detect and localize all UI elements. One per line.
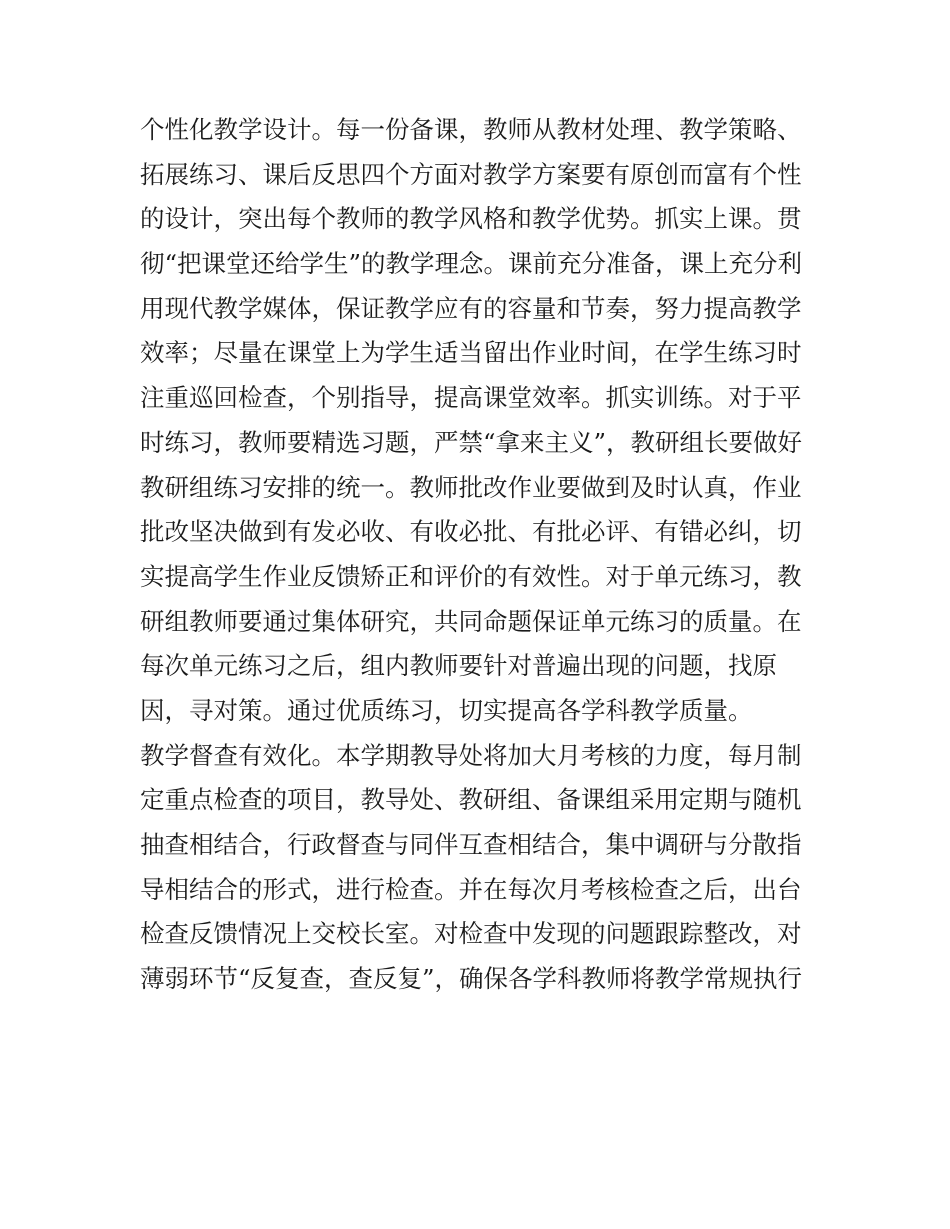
text-line: 抽查相结合，行政督查与同伴互查相结合，集中调研与分散指 <box>140 830 802 859</box>
text-line: 每次单元练习之后，组内教师要针对普遍出现的问题，找原 <box>140 651 777 681</box>
text-line: 研组教师要通过集体研究，共同命题保证单元练习的质量。在 <box>140 606 802 636</box>
text-line: 彻“把课堂还给学生”的教学理念。课前充分准备，课上充分利 <box>140 249 803 279</box>
text-line: 个性化教学设计。每一份备课，教师从教材处理、教学策略、 <box>140 115 802 144</box>
text-line: 用现代教学媒体，保证教学应有的容量和节奏，努力提高教学 <box>140 293 802 323</box>
text-line: 定重点检查的项目，教导处、教研组、备课组采用定期与随机 <box>140 785 802 815</box>
text-line: 时练习，教师要精选习题，严禁“拿来主义”，教研组长要做好 <box>140 427 803 457</box>
text-line: 因，寻对策。通过优质练习，切实提高各学科教学质量。 <box>140 695 753 725</box>
text-line: 注重巡回检查，个别指导，提高课堂效率。抓实训练。对于平 <box>140 383 802 413</box>
text-line: 实提高学生作业反馈矫正和评价的有效性。对于单元练习，教 <box>140 561 802 591</box>
body-text <box>140 108 820 1002</box>
text-line: 薄弱环节“反复查，查反复”，确保各学科教师将教学常规执行 <box>140 964 803 994</box>
text-line: 教学督查有效化。本学期教导处将加大月考核的力度，每月制 <box>140 740 802 770</box>
text-line: 效率；尽量在课堂上为学生适当留出作业时间，在学生练习时 <box>140 338 802 368</box>
text-line: 教研组练习安排的统一。教师批改作业要做到及时认真，作业 <box>140 472 802 502</box>
text-line: 的设计，突出每个教师的教学风格和教学优势。抓实上课。贯 <box>140 204 802 234</box>
text-line: 拓展练习、课后反思四个方面对教学方案要有原创而富有个性 <box>140 159 802 189</box>
text-line: 检查反馈情况上交校长室。对检查中发现的问题跟踪整改，对 <box>140 919 802 949</box>
text-line: 批改坚决做到有发必收、有收必批、有批必评、有错必纠，切 <box>140 517 802 547</box>
text-line: 导相结合的形式，进行检查。并在每次月考核检查之后，出台 <box>140 874 802 904</box>
